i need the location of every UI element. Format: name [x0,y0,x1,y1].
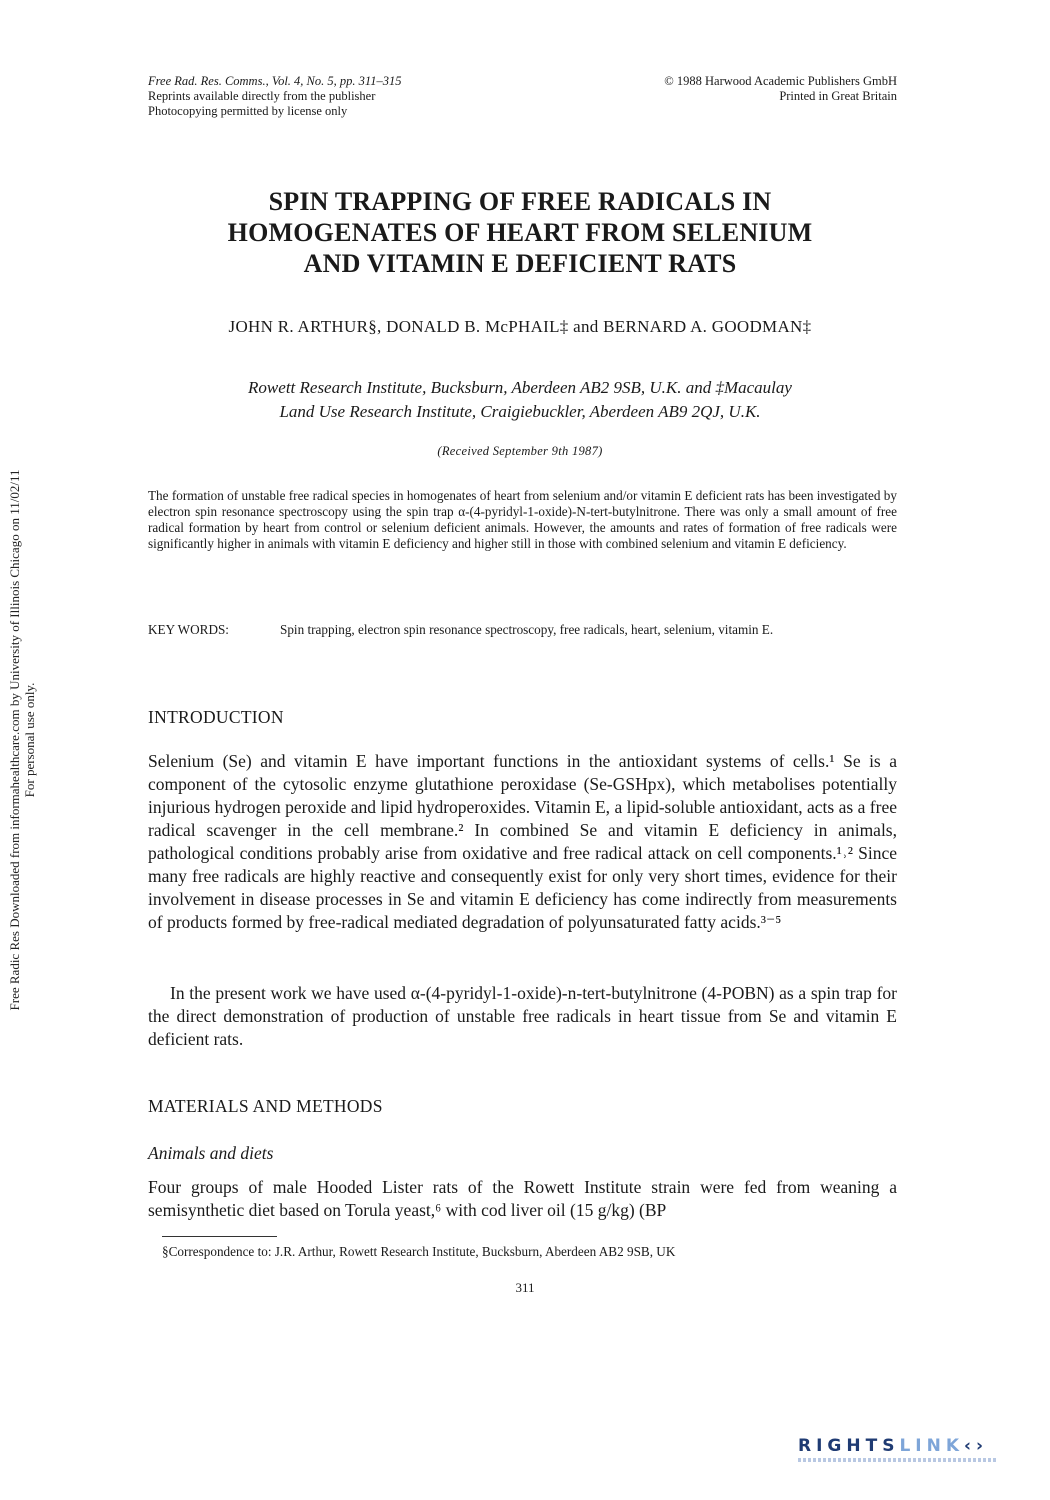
watermark-line: Free Radic Res Downloaded from informahealthcare.com by University of Illinois Chicago on 11/02/11 [7,469,22,1011]
animals-diets-subheading: Animals and diets [148,1143,274,1163]
introduction-paragraph-1: Selenium (Se) and vitamin E have important functions in the antioxidant systems of cells.¹ Se is a component of the cytosolic enzyme glutathione peroxidase (Se-GSHpx), which metabolises potentially injurious hydrogen peroxide and lipid hydroperoxides. Vitamin E, a lipid-soluble antioxidant, acts as a free radical scavenger in the cell membrane.² In combined Se and vitamin E deficiency in animals, pathological conditions probably arise from oxidative and free radical attack on cell components.¹˒² Since many free radicals are highly reactive and consequently exist for only very short times, evidence for their involvement in disease processes in Se and vitamin E deficiency has come indirectly from measurements of products formed by free-radical mediated degradation of polyunsaturated fatty acids.³⁻⁵ [148,751,897,932]
affiliations [140,376,900,424]
title-line: HOMOGENATES OF HEART FROM SELENIUM [227,218,813,247]
authors: JOHN R. ARTHUR§, DONALD B. McPHAIL‡ and BERNARD A. GOODMAN‡ [228,317,812,336]
journal-citation [148,74,401,119]
received-date: (Received September 9th 1987) [437,444,603,458]
footnote-rule [162,1236,277,1237]
copyright-line: © 1988 Harwood Academic Publishers GmbH [664,74,897,88]
introduction-heading: INTRODUCTION [148,707,284,727]
citation-line: Free Rad. Res. Comms., Vol. 4, No. 5, pp. 311–315 [148,74,402,88]
title-line: AND VITAMIN E DEFICIENT RATS [303,249,737,278]
title-line: SPIN TRAPPING OF FREE RADICALS IN [268,187,772,216]
affiliation-line: Rowett Research Institute, Bucksburn, Aberdeen AB2 9SB, U.K. and ‡Macaulay [248,378,792,397]
keywords-label: KEY WORDS: [148,622,229,637]
introduction-paragraph-2: In the present work we have used α-(4-pyridyl-1-oxide)-n-tert-butylnitrone (4-POBN) as a spin trap for the direct demonstration of production of unstable free radicals in heart tissue from Se and vitamin E deficient rats. [148,983,897,1049]
citation-line: Photocopying permitted by license only [148,104,348,118]
publisher-info [590,74,897,104]
rightslink-wordmark [798,1436,1030,1456]
affiliation-line: Land Use Research Institute, Craigiebuckler, Aberdeen AB9 2QJ, U.K. [279,402,761,421]
printed-line: Printed in Great Britain [779,89,897,103]
watermark-line: For personal use only. [22,682,37,798]
citation-line: Reprints available directly from the publisher [148,89,376,103]
keywords-text: Spin trapping, electron spin resonance spectroscopy, free radicals, heart, selenium, vitamin E. [280,622,774,637]
correspondence-footnote: §Correspondence to: J.R. Arthur, Rowett Research Institute, Bucksburn, Aberdeen AB2 9SB, UK [162,1244,676,1259]
download-watermark [7,460,37,1020]
rightslink-dark: RIGHTS [798,1436,900,1456]
abstract: The formation of unstable free radical species in homogenates of heart from selenium and/or vitamin E deficient rats has been investigated by electron spin resonance spectroscopy using the spin trap α-(4-pyridyl-1-oxide)-N-tert-butylnitrone. There was only a small amount of free radical formation by heart from control or selenium deficient animals. However, the amounts and rates of formation of free radicals were significantly higher in animals with vitamin E deficiency and higher still in those with combined selenium and vitamin E deficiency. [148,488,897,551]
rightslink-light: LINK [899,1436,964,1456]
copyright-clearance-tagline [798,1458,998,1462]
paper-title [140,186,900,279]
rightslink-logo[interactable] [798,1436,1030,1476]
methods-heading: MATERIALS AND METHODS [148,1096,383,1116]
arrows-icon: ‹› [964,1436,989,1456]
page-number: 311 [515,1280,535,1295]
methods-paragraph-1: Four groups of male Hooded Lister rats of the Rowett Institute strain were fed from weaning a semisynthetic diet based on Torula yeast,⁶ with cod liver oil (15 g/kg) (BP [148,1177,897,1220]
